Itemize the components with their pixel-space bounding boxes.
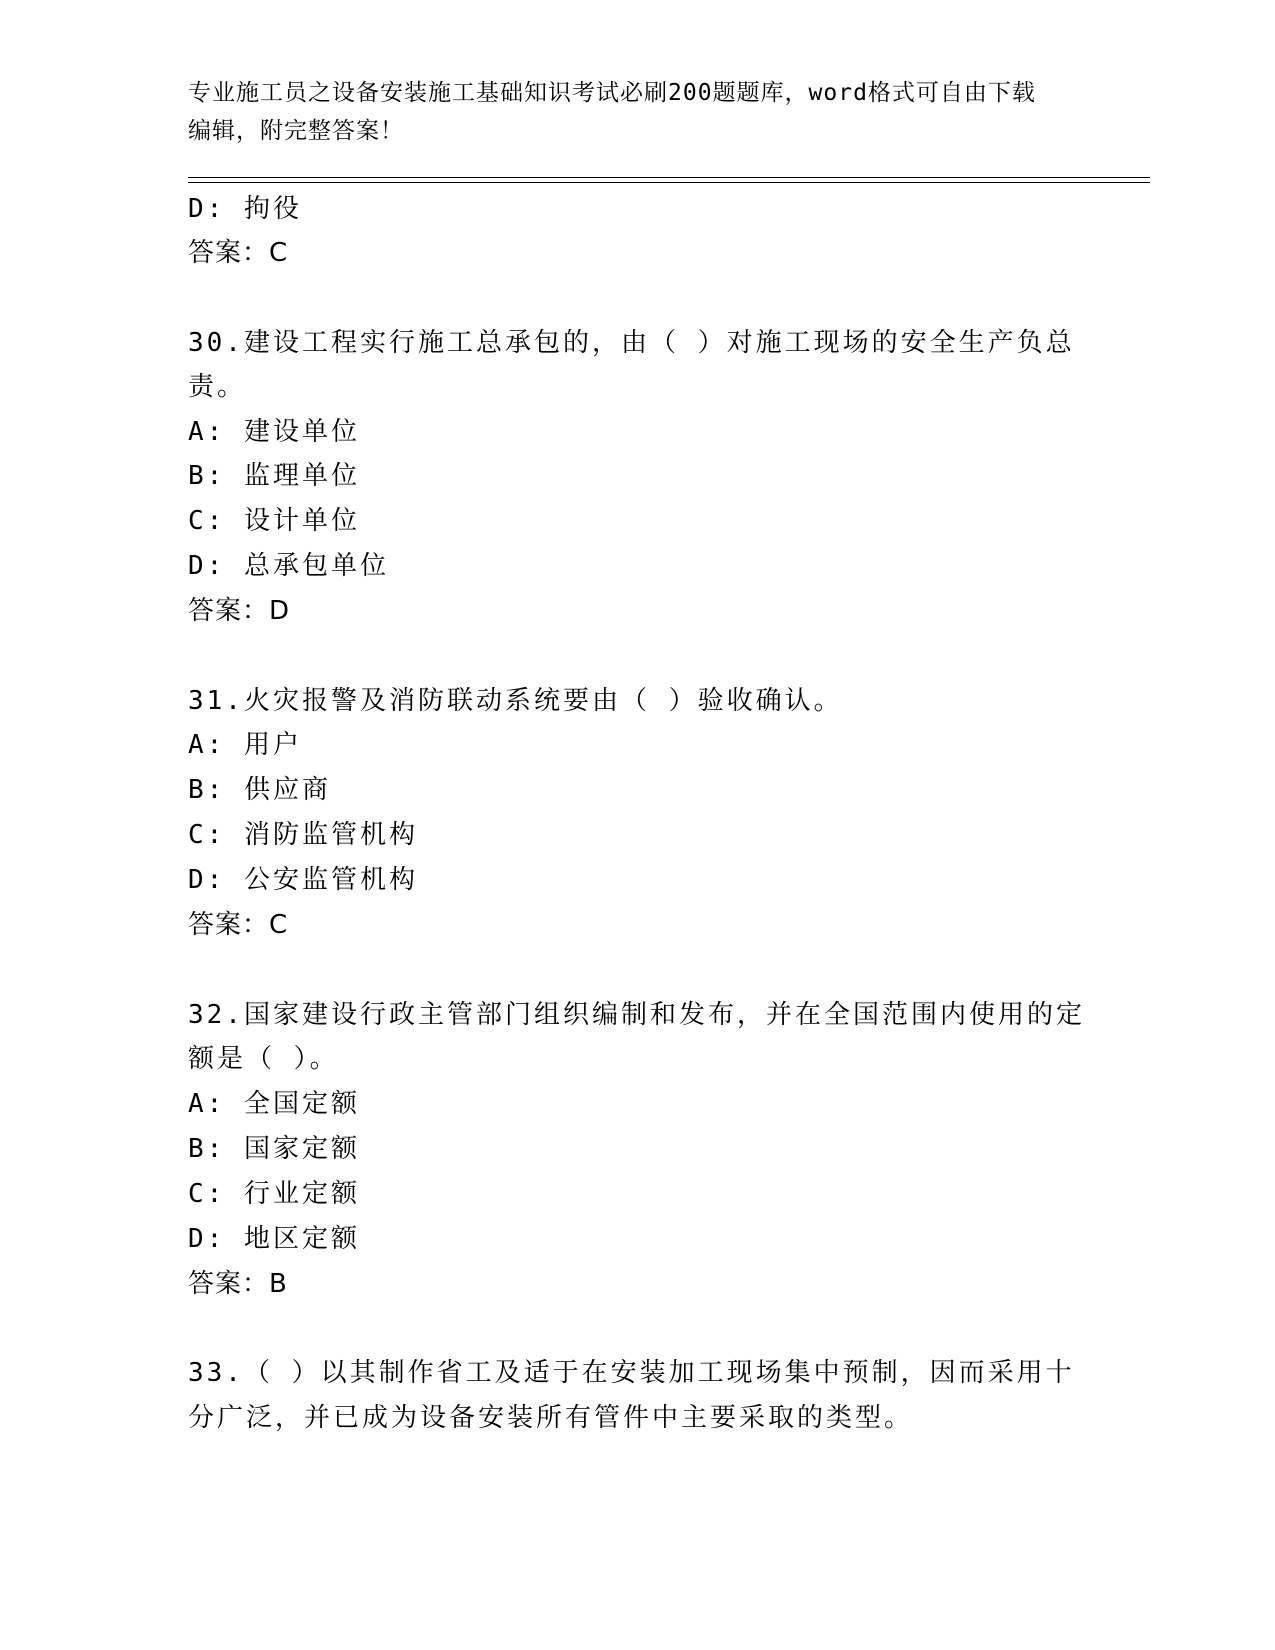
- q31-stem-line-1: 31.火灾报警及消防联动系统要由（ ）验收确认。: [188, 686, 843, 716]
- q33-stem-line-1: 33.（ ）以其制作省工及适于在安装加工现场集中预制，因而采用十: [188, 1358, 1075, 1388]
- q30-option-a: A: 建设单位: [188, 417, 360, 447]
- header-line-1: 专业施工员之设备安装施工基础知识考试必刷200题题库，word格式可自由下载: [188, 80, 1036, 106]
- q32-option-b: B: 国家定额: [188, 1134, 360, 1164]
- q31-option-a: A: 用户: [188, 730, 302, 760]
- q32-stem-line-2: 额是（ ）。: [188, 1044, 339, 1074]
- q31-option-c: C: 消防监管机构: [188, 820, 418, 850]
- q30-option-b: B: 监理单位: [188, 461, 360, 491]
- q30-option-d: D: 总承包单位: [188, 551, 389, 581]
- q32-stem-line-1: 32.国家建设行政主管部门组织编制和发布，并在全国范围内使用的定: [188, 1000, 1085, 1030]
- header-line-2: 编辑，附完整答案！: [188, 118, 404, 144]
- q30-option-c: C: 设计单位: [188, 506, 360, 536]
- q29-option-d: D: 拘役: [188, 194, 302, 224]
- document-header: [188, 74, 1088, 150]
- q31-option-b: B: 供应商: [188, 775, 331, 805]
- q32-option-d: D: 地区定额: [188, 1224, 360, 1254]
- q32-answer: 答案：B: [188, 1269, 288, 1299]
- q31-answer: 答案：C: [188, 910, 289, 940]
- q30-answer: 答案：D: [188, 596, 291, 626]
- q30-stem-line-2: 责。: [188, 372, 247, 402]
- q32-option-c: C: 行业定额: [188, 1179, 360, 1209]
- q32-option-a: A: 全国定额: [188, 1089, 360, 1119]
- q30-stem-line-1: 30.建设工程实行施工总承包的，由（ ）对施工现场的安全生产负总: [188, 328, 1075, 358]
- header-divider-top: [188, 177, 1150, 178]
- q33-stem-line-2: 分广泛，并已成为设备安装所有管件中主要采取的类型。: [188, 1403, 914, 1433]
- q29-answer: 答案：C: [188, 238, 289, 268]
- header-divider-bottom: [188, 182, 1150, 183]
- q31-option-d: D: 公安监管机构: [188, 865, 418, 895]
